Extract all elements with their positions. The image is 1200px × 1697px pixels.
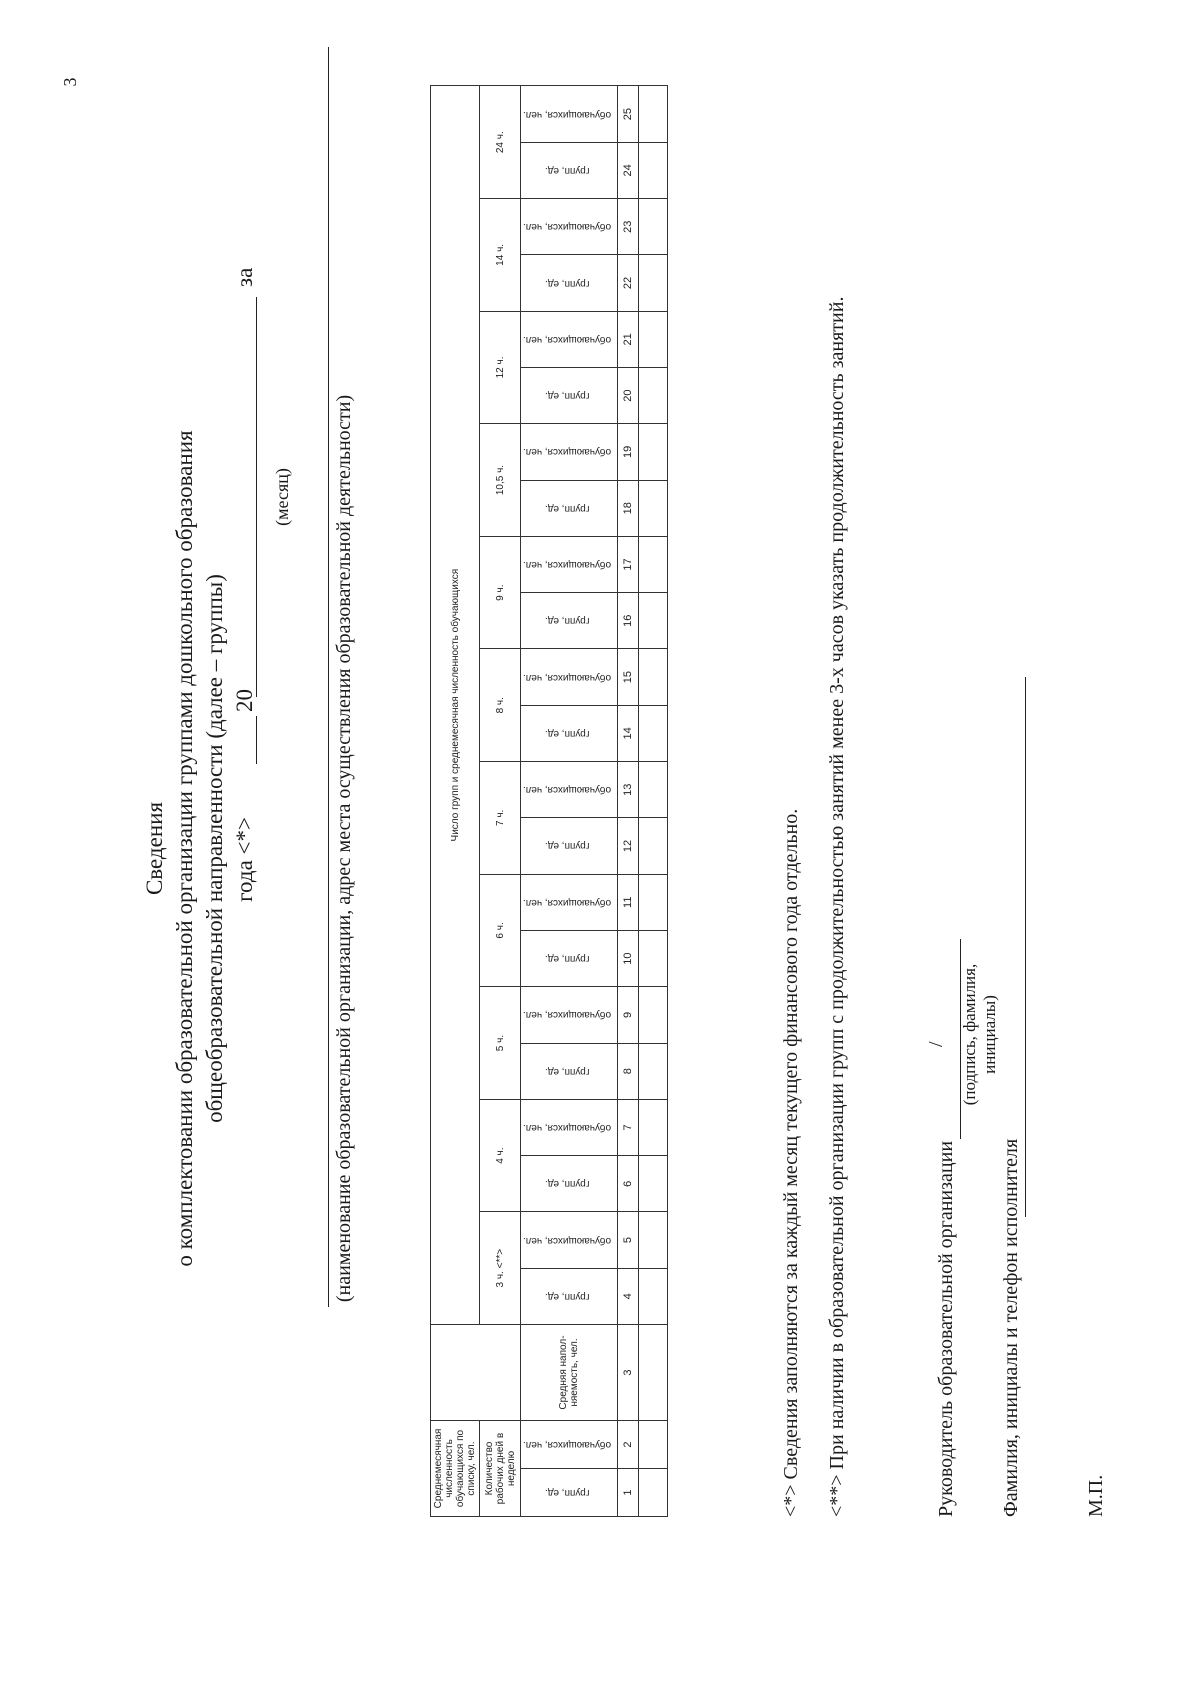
groups-col-header [521,142,618,198]
signature-slash: / [925,1041,947,1047]
column-number: 20 [618,367,639,423]
column-number: 24 [618,142,639,198]
avg-headcount-header: Среднемесячная численность обучающихся по списку, чел. [431,1421,480,1517]
duration-header: 8 ч. [480,649,521,762]
data-cell[interactable] [639,199,668,255]
column-number: 18 [618,480,639,536]
column-number: 25 [618,86,639,142]
document-title: Сведения [142,801,167,896]
column-number: 19 [618,424,639,480]
column-number: 12 [618,818,639,874]
column-number: 1 [618,1469,639,1517]
groups-col-label: групп, ед. [545,1065,590,1077]
groups-col-header [521,480,618,536]
data-cell[interactable] [639,818,668,874]
duration-header: 24 ч. [480,86,521,199]
data-cell[interactable] [639,255,668,311]
groups-header: Число групп и среднемесячная численность обучающихся [431,86,480,1325]
period-prefix: за [232,267,257,287]
students-col-header [521,424,618,480]
column-number: 11 [618,874,639,930]
column-number: 15 [618,649,639,705]
duration-header: 6 ч. [480,874,521,987]
groups-col-header [521,255,618,311]
data-cell[interactable] [639,1421,668,1469]
groups-col-header [521,930,618,986]
data-cell[interactable] [639,930,668,986]
avg-fill-col-header: Средняя напол-няемость, чел. [521,1325,618,1421]
students-col-label: обучающихся, чел. [523,784,612,796]
year-input-line [256,716,257,764]
org-name-line [328,47,329,1307]
footnote-1: <*> Сведения заполняются за каждый месяц текущего финансового года отдельно. [780,808,802,1517]
groups-col-label: групп, ед. [545,502,590,514]
duration-header: 14 ч. [480,199,521,312]
students-col-header [521,1212,618,1268]
students-col-label: обучающихся, чел. [523,221,612,233]
groups-col-label: групп, ед. [545,1487,590,1498]
students-col-label: обучающихся, чел. [523,333,612,345]
data-cell[interactable] [639,1268,668,1324]
data-cell[interactable] [639,480,668,536]
students-col-header [521,86,618,142]
groups-col-header [521,1268,618,1324]
groups-col-header [521,1469,618,1517]
groups-col-header [521,1156,618,1212]
students-col-label: обучающихся, чел. [523,671,612,683]
data-cell[interactable] [639,762,668,818]
groups-col-header [521,367,618,423]
signature-caption: (подпись, фамилия, инициалы) [960,963,999,1106]
column-number: 7 [618,1099,639,1155]
groups-col-label: групп, ед. [545,164,590,176]
duration-header: 12 ч. [480,311,521,424]
stamp-place: М.П. [1085,1474,1107,1517]
students-col-header [521,199,618,255]
workdays-header: Количество рабочих дней в неделю [480,1421,521,1517]
data-cell[interactable] [639,1212,668,1268]
column-number: 13 [618,762,639,818]
column-number: 9 [618,987,639,1043]
spacer-header [431,1325,521,1421]
column-number: 17 [618,536,639,592]
data-cell[interactable] [639,987,668,1043]
month-caption: (месяц) [272,468,292,526]
column-number: 2 [618,1421,639,1469]
groups-col-header [521,1043,618,1099]
duration-header: 5 ч. [480,987,521,1100]
data-cell[interactable] [639,1043,668,1099]
students-col-label: обучающихся, чел. [523,559,612,570]
column-number: 8 [618,1043,639,1099]
groups-col-label: групп, ед. [545,390,590,402]
column-number: 23 [618,199,639,255]
groups-col-label: групп, ед. [545,1178,590,1190]
column-number: 21 [618,311,639,367]
data-cell[interactable] [639,86,668,142]
column-number: 10 [618,930,639,986]
data-cell[interactable] [639,424,668,480]
students-col-label: обучающихся, чел. [523,446,612,458]
students-col-label: обучающихся, чел. [523,1234,612,1246]
data-cell[interactable] [639,1469,668,1517]
students-col-label: обучающихся, чел. [523,1121,612,1133]
document-subtitle-line1: о комплектовании образовательной организации группами дошкольного образования [172,430,197,1267]
document-subtitle-line2: общеобразовательной направленности (далее – группы) [202,574,227,1123]
executor-label: Фамилия, инициалы и телефон исполнителя [1000,1138,1022,1517]
column-number: 3 [618,1325,639,1421]
org-name-caption: (наименование образовательной организации, адрес места осуществления образовательной деятельности) [333,394,355,1303]
groups-col-label: групп, ед. [545,615,590,627]
students-col-label: обучающихся, чел. [523,108,612,120]
students-col-header [521,762,618,818]
data-cell[interactable] [639,311,668,367]
data-cell[interactable] [639,1325,668,1421]
data-cell[interactable] [639,593,668,649]
groups-col-label: групп, ед. [545,727,590,739]
column-number: 14 [618,705,639,761]
duration-header: 4 ч. [480,1099,521,1212]
students-col-header [521,1099,618,1155]
students-col-label: обучающихся, чел. [523,896,612,908]
data-cell[interactable] [639,705,668,761]
students-col-header [521,649,618,705]
reporting-period [232,0,266,1697]
month-input-line [256,297,257,697]
groups-col-header [521,705,618,761]
footnote-2: <**> При наличии в образовательной организации групп с продолжительностью занятий менее 3-х часов указать продолжительность занятий. [826,296,848,1517]
executor-line [1025,677,1026,1217]
page-number: 3 [60,77,80,87]
enrollment-table [430,85,668,1517]
column-number: 16 [618,593,639,649]
duration-header: 7 ч. [480,762,521,875]
column-number: 6 [618,1156,639,1212]
column-number: 5 [618,1212,639,1268]
groups-col-label: групп, ед. [545,840,590,852]
column-number: 22 [618,255,639,311]
groups-col-label: групп, ед. [545,277,590,289]
data-cell[interactable] [639,649,668,705]
groups-col-header [521,818,618,874]
year-suffix: года <*> [232,817,257,902]
students-col-label: обучающихся, чел. [523,1009,612,1021]
duration-header: 9 ч. [480,536,521,649]
year-prefix: 20 [232,689,257,712]
head-signature-label: Руководитель образовательной организации [935,1140,957,1517]
students-col-header [521,311,618,367]
column-number: 4 [618,1268,639,1324]
data-cell[interactable] [639,367,668,423]
duration-header: 3 ч. <**> [480,1212,521,1325]
students-col-label: обучающихся, чел. [523,1439,612,1450]
data-cell[interactable] [639,1099,668,1155]
students-col-header [521,536,618,592]
data-cell[interactable] [639,142,668,198]
data-cell[interactable] [639,1156,668,1212]
data-cell[interactable] [639,874,668,930]
students-col-header [521,1421,618,1469]
students-col-header [521,987,618,1043]
groups-col-label: групп, ед. [545,1290,590,1302]
groups-col-label: групп, ед. [545,953,590,965]
students-col-header [521,874,618,930]
groups-col-header [521,593,618,649]
data-cell[interactable] [639,536,668,592]
duration-header: 10,5 ч. [480,424,521,537]
